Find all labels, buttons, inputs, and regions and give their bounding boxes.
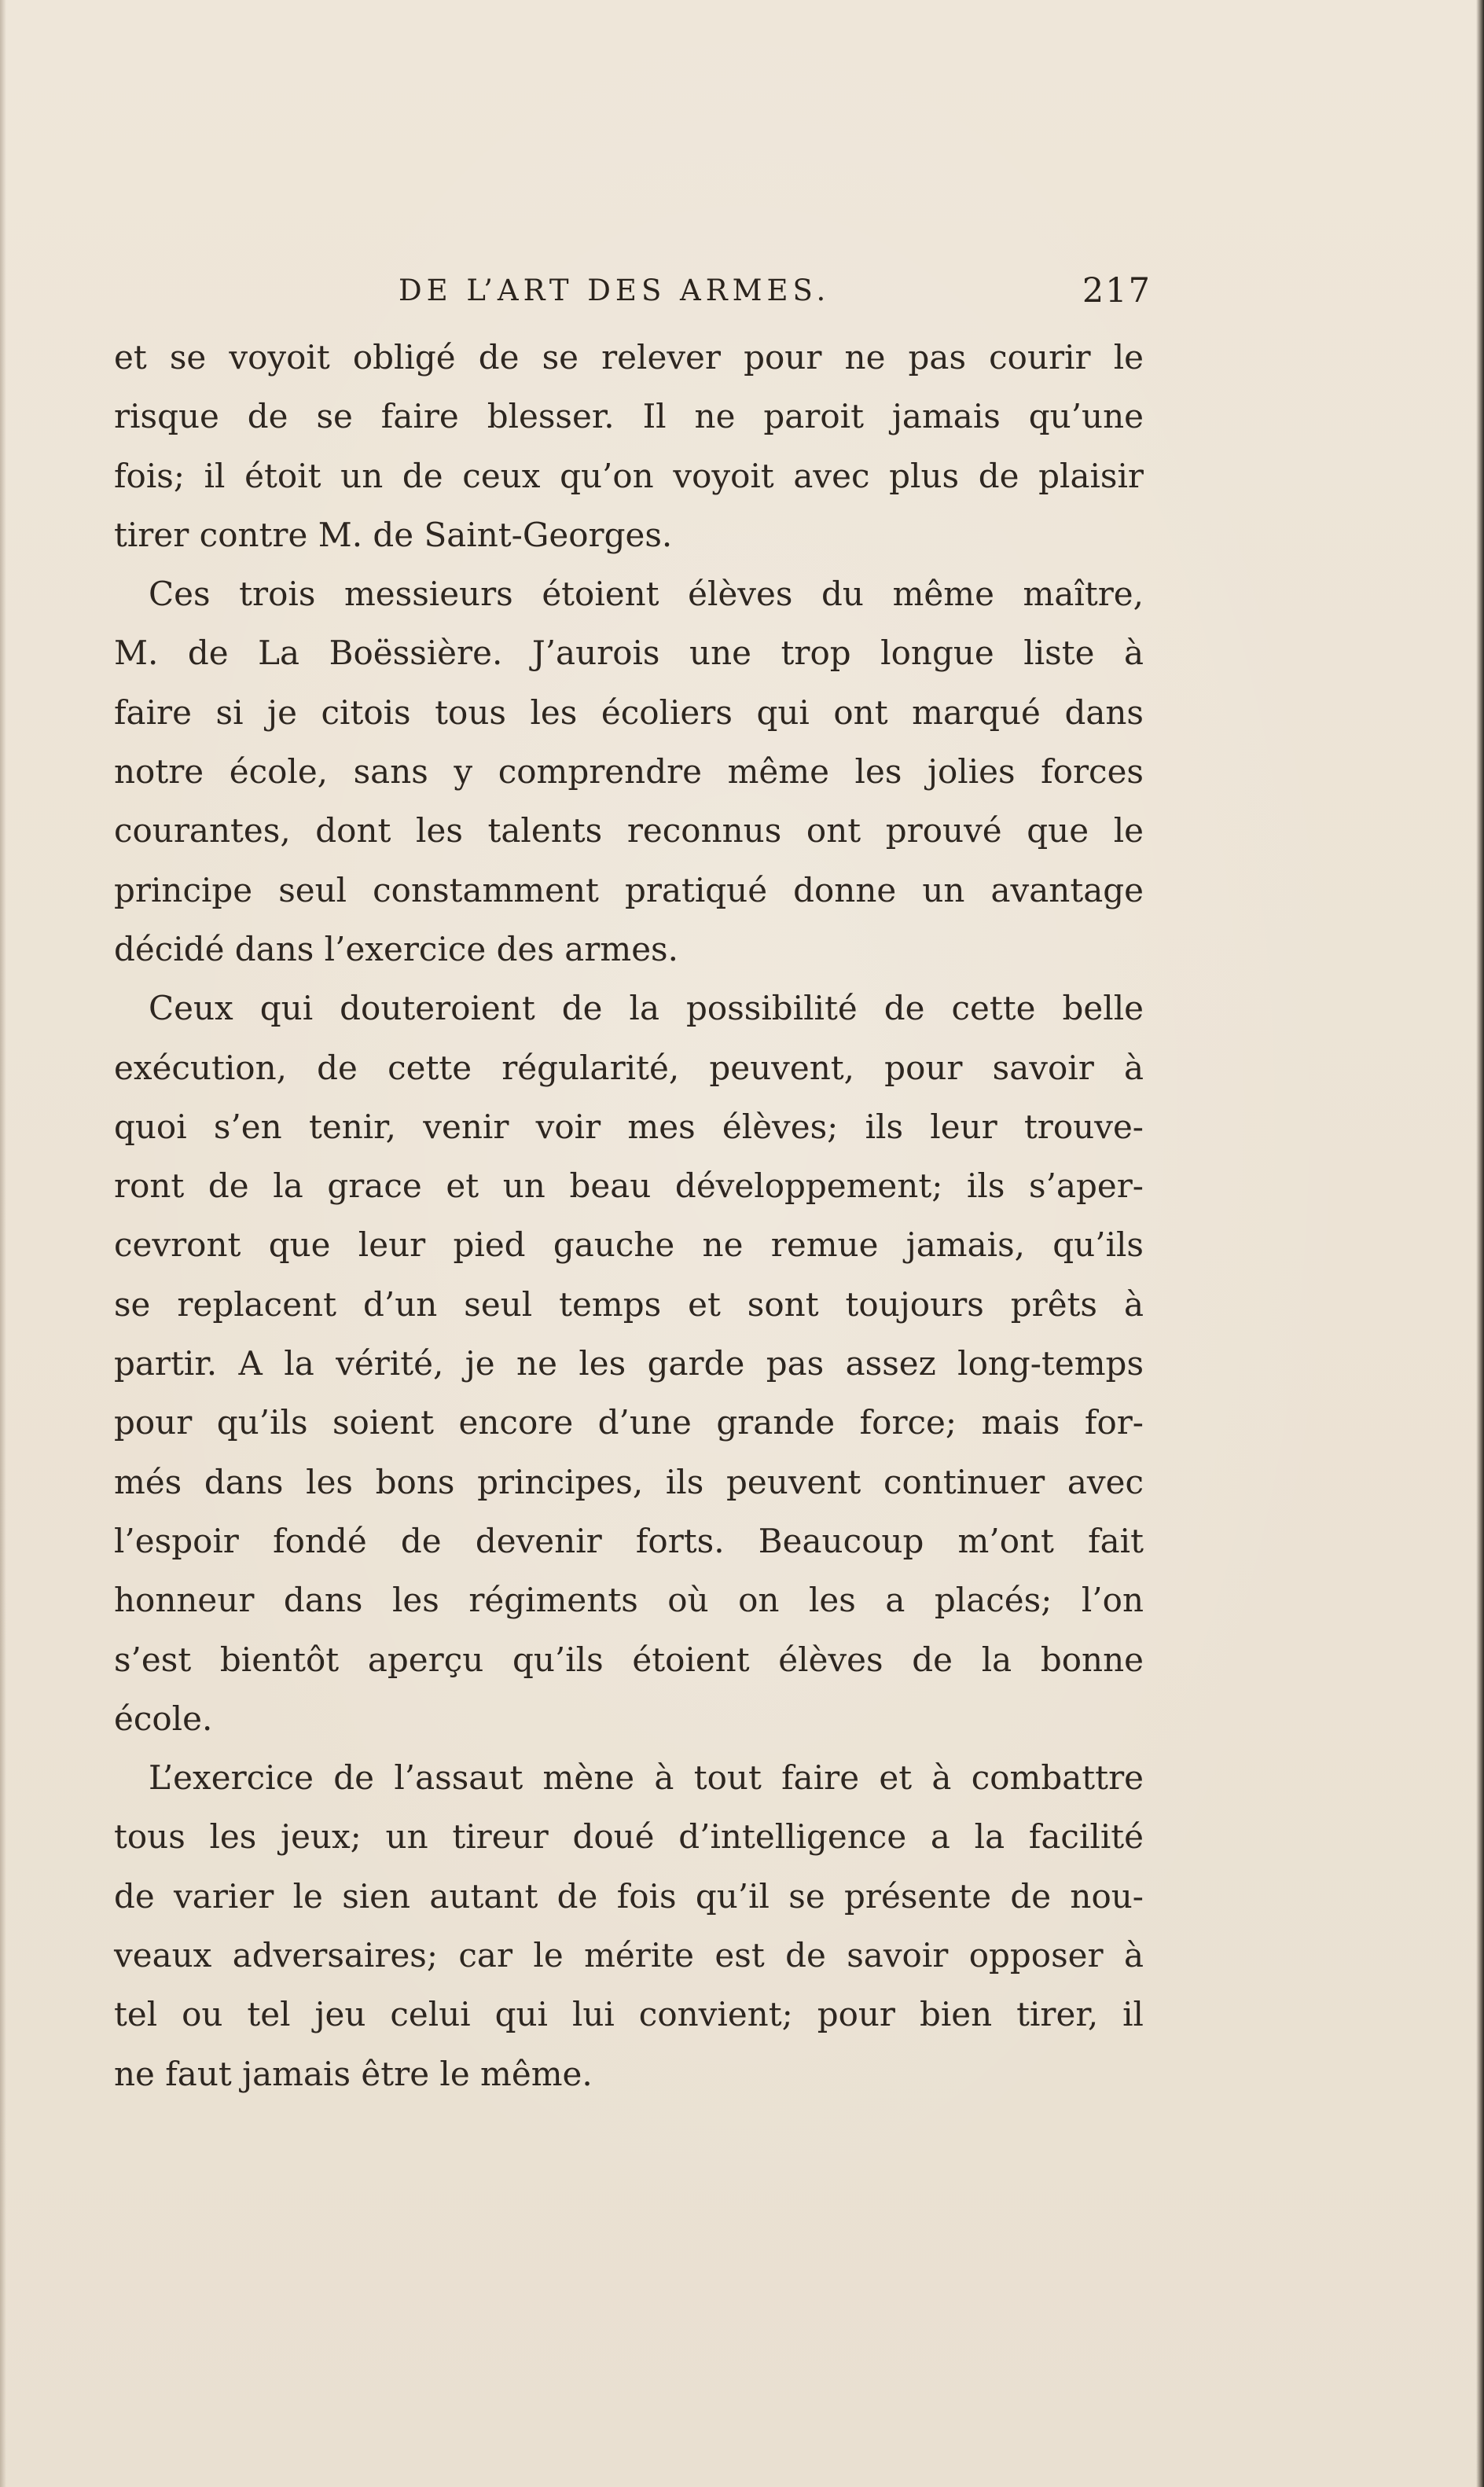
text-line: ne faut jamais être le même. [114,2054,593,2093]
text-line: courantes, dont les talents reconnus ont prouvé que le [114,811,1144,850]
text-line: Ceux qui douteroient de la possibilité de cette belle [149,989,1144,1028]
text-line: se replacent d’un seul temps et sont toujours prêts à [114,1284,1144,1324]
text-line: exécution, de cette régularité, peuvent, pour savoir à [114,1048,1144,1087]
page-number: 217 [1082,271,1152,310]
text-line: M. de La Boëssière. J’aurois une trop longue liste à [114,634,1144,673]
text-line: pour qu’ils soient encore d’une grande force; mais for- [114,1403,1144,1442]
text-line: veaux adversaires; car le mérite est de savoir opposer à [114,1936,1144,1975]
text-line: de varier le sien autant de fois qu’il se présente de nou- [114,1876,1144,1916]
page-left-edge-shadow [0,0,6,2487]
text-line: cevront que leur pied gauche ne remue jamais, qu’ils [114,1225,1144,1265]
text-line: s’est bientôt aperçu qu’ils étoient élèves de la bonne [114,1640,1144,1679]
text-line: risque de se faire blesser. Il ne paroit jamais qu’une [114,397,1144,436]
body-text [114,328,1144,2103]
text-line: l’espoir fondé de devenir forts. Beaucoup m’ont fait [114,1521,1144,1560]
running-head-title: DE L’ART DES ARMES. [399,274,831,307]
text-line: partir. A la vérité, je ne les garde pas assez long-temps [114,1344,1144,1383]
text-line: quoi s’en tenir, venir voir mes élèves; ils leur trouve- [114,1107,1144,1146]
text-line: ront de la grace et un beau développement; ils s’aper- [114,1166,1144,1206]
text-line: notre école, sans y comprendre même les jolies forces [114,752,1144,792]
text-line: honneur dans les régiments où on les a placés; l’on [114,1581,1144,1620]
running-head [114,267,1152,314]
text-line: tel ou tel jeu celui qui lui convient; pour bien tirer, il [114,1995,1144,2034]
text-line: et se voyoit obligé de se relever pour ne pas courir le [114,338,1144,377]
page-right-edge-shadow [1476,0,1484,2487]
text-line: principe seul constamment pratiqué donne un avantage [114,870,1144,909]
text-line: école. [114,1699,213,1738]
text-line: tirer contre M. de Saint-Georges. [114,515,673,554]
text-line: fois; il étoit un de ceux qu’on voyoit avec plus de plaisir [114,456,1144,495]
text-line: tous les jeux; un tireur doué d’intelligence a la facilité [114,1817,1144,1857]
text-line: faire si je citois tous les écoliers qui ont marqué dans [114,692,1144,732]
text-line: Ces trois messieurs étoient élèves du même maître, [149,575,1144,614]
text-line: més dans les bons principes, ils peuvent continuer avec [114,1462,1144,1501]
text-line: L’exercice de l’assaut mène à tout faire et à combattre [149,1758,1144,1798]
text-line: décidé dans l’exercice des armes. [114,929,678,968]
